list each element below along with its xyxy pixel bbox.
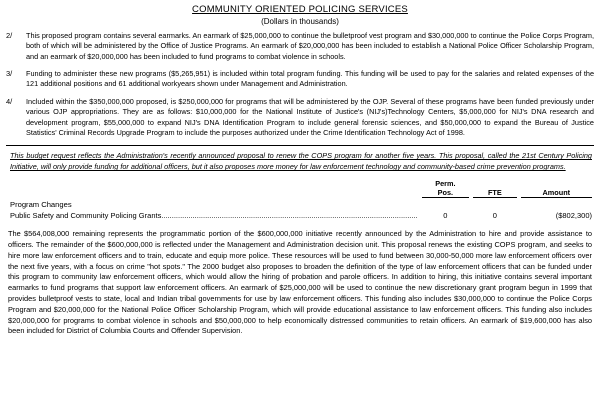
row-perm-pos: 0 (443, 211, 448, 221)
row-amount: ($802,300) (555, 211, 592, 221)
fte-header-label: FTE (473, 188, 516, 198)
document-subtitle: (Dollars in thousands) (261, 17, 339, 26)
program-changes-label: Program Changes (10, 200, 72, 210)
footnote-marker: 3/ (6, 69, 13, 79)
row-leader-dots: ........................................................................................................................... (161, 211, 418, 221)
program-changes-heading (8, 179, 420, 199)
narrative-paragraph: The $564,008,000 remaining represents the programmatic portion of the $600,000,000 initiative recently announced by the Administration to hire and provide assistance to officers. The remainder of the $600,000,000 is reflected under the Management and Administration decision unit. This proposal renews the existing COPS program, and seeks to hire more law enforcement officers and to train, educate and equip more police. These resources will be used to fund between 30,000-50,000 more law enforcement officers over the next five years, with a focus on crime "hot spots." The 2000 budget also proposes to broaden the definition of the type of law enforcement officers that can be funded under this program to community law enforcement officers, which would allow the hiring of probation and parole officers. In addition to hiring, this initiative contains several important earmarks to fund programs that support law enforcement officers. An earmark of $25,000,000 will be used to continue the new discretionary grant program begun in 1999 that provides bulletproof vests to state, local and Indian tribal governments for use by law enforcement officers. This funding also includes $30,000,000 to continue the Police Corps Program and $20,000,000 for the National Police Officer Scholarship Program, which will provide educational assistance to law enforcement officers. This funding also includes $20,000,000 for programs to combat violence in schools and $50,000,000 to help economically distressed communities to retain officers. An earmark of $19,600,000 has also been included for District of Columbia Courts and Offender Supervision. (8, 229, 592, 336)
amount-header (519, 179, 594, 199)
fte-header (471, 179, 518, 199)
perm-pos-header-line2: Pos. (422, 188, 470, 198)
footnote-4 (6, 97, 594, 138)
footnote-text: Included within the $350,000,000 proposed, is $250,000,000 for programs that will be administered by the OJP. Several of these programs have been funded previously under various OJP appropriations. They are as follows: $10,000,000 for the National Institute of Justice's (NIJ's)Technology Centers, $5,000,000 for NIJ's DNA research and development program, $55,000,000 to expand NIJ's DNA Identification Program to include general forensic sciences, and $50,000,000 to expand the Bureau of Justice Statistics' Criminal Records Upgrade Program to include the purposes authorized under the Crime Identification Technology Act of 1998. (26, 96, 594, 137)
empty-cell (519, 199, 594, 210)
perm-pos-header-line1: Perm. (435, 179, 456, 189)
row-label-text: Public Safety and Community Policing Grants (10, 211, 162, 221)
table-row (8, 210, 594, 221)
highlight-paragraph (10, 151, 592, 173)
footnote-3 (6, 69, 594, 90)
footnote-text: Funding to administer these new programs ($5,265,951) is included within total program funding. This funding will be used to pay for the salaries and related expenses of the 121 additional positions and 61 additional workyears shown under Management and Administration. (26, 69, 594, 89)
document-page (0, 4, 600, 411)
footnote-marker: 2/ (6, 31, 13, 40)
footnote-marker: 4/ (6, 96, 13, 106)
perm-pos-header (420, 179, 472, 199)
highlight-paragraph-text: This budget request reflects the Administration's recently announced proposal to renew the COPS program for another five years. This proposal, called the 21st Century Policing Initiative, will only provide funding for additional officers, but it also proposes more money for law enforcement technology and community-based crime prevention programs. (10, 151, 592, 172)
table-header-row (8, 179, 594, 199)
program-changes-table (8, 179, 594, 221)
row-fte: 0 (492, 211, 497, 221)
budget-table (8, 179, 594, 221)
empty-cell (471, 199, 518, 210)
empty-cell (420, 199, 472, 210)
amount-header-label: Amount (521, 188, 592, 198)
footnote-text: This proposed program contains several earmarks. An earmark of $25,000,000 to continue the bulletproof vest program and $30,000,000 to continue the Police Corps Program, both of which will be administered by the Office of Justice Programs. An earmark of $20,000,000 has been included to establish a National Police Officer Scholarship Program, and an earmark of $20,000,000 has been included to fund programs to combat violence in schools. (26, 31, 594, 61)
footnote-2 (6, 31, 594, 62)
section-label-row (8, 199, 594, 210)
section-divider (6, 145, 594, 146)
document-title: COMMUNITY ORIENTED POLICING SERVICES (192, 4, 408, 15)
row-label (8, 210, 420, 221)
